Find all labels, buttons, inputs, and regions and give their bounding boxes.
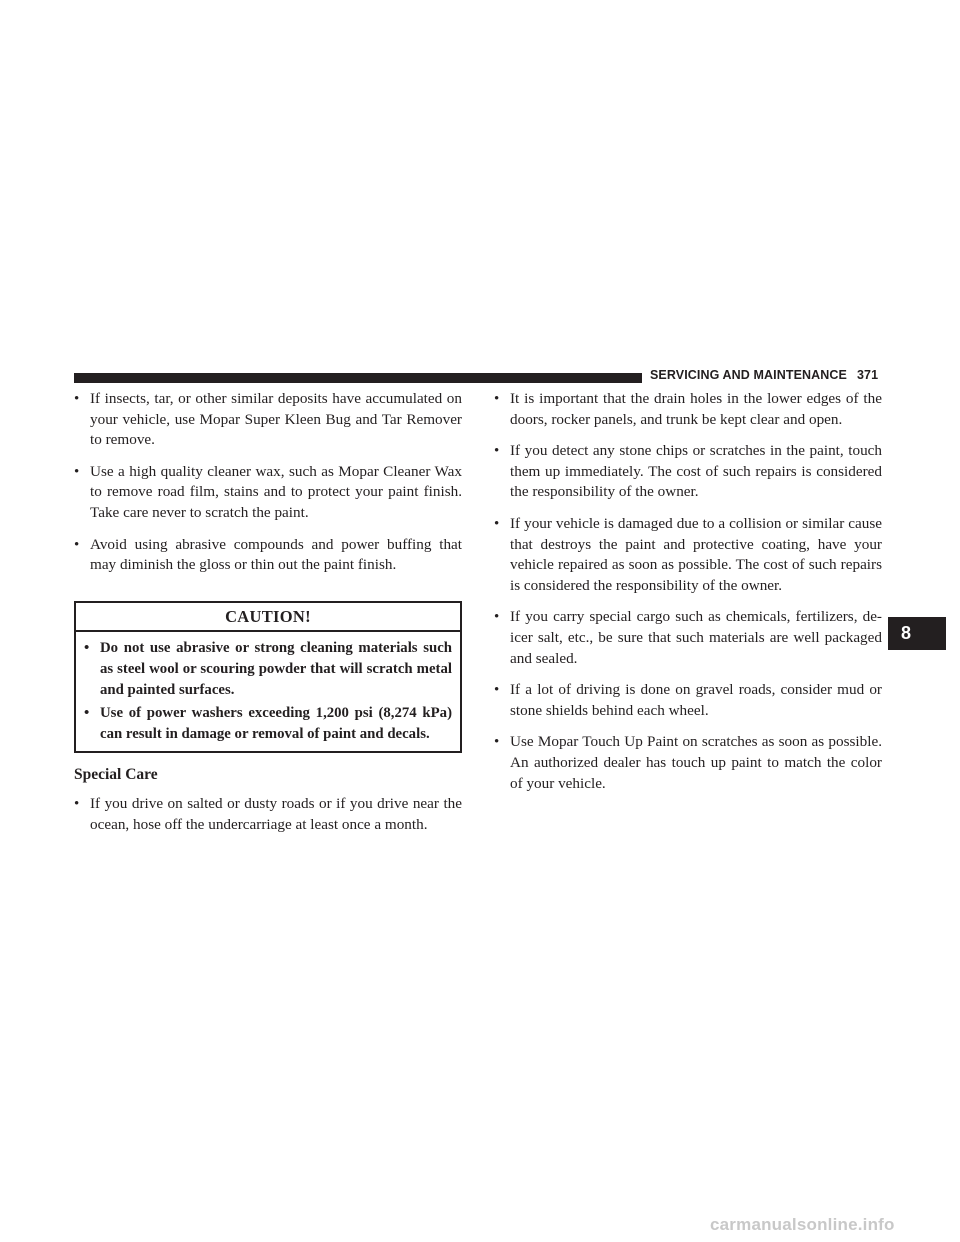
bullet-item: • It is important that the drain holes in the lower edges of the doors, rocker panels, and trunk be kept clear and open. — [494, 390, 882, 428]
bullet-glyph: • — [84, 705, 90, 722]
bullet-glyph: • — [74, 391, 80, 407]
page-number: 371 — [856, 368, 879, 382]
caution-item: • Use of power washers exceeding 1,200 psi (8,274 kPa) can result in damage or removal of paint and decals. — [84, 705, 452, 742]
bullet-item: • If you drive on salted or dusty roads or if you drive near the ocean, hose off the undercarriage at least once a month. — [74, 794, 462, 833]
caution-item: • Do not use abrasive or strong cleaning materials such as steel wool or scouring powder that will scratch metal and painted surfaces. — [84, 640, 452, 698]
bullet-glyph: • — [494, 734, 500, 751]
running-header — [650, 368, 878, 382]
bullet-item: • Use a high quality cleaner wax, such as Mopar Cleaner Wax to remove road film, stains and to protect your paint finish. Take care never to scratch the paint. — [74, 462, 462, 521]
bullet-glyph: • — [494, 443, 500, 460]
chapter-tab — [888, 617, 946, 650]
bullet-glyph: • — [74, 795, 80, 812]
header-rule — [74, 373, 642, 383]
right-column — [494, 389, 882, 805]
caution-box — [74, 601, 462, 754]
bullet-glyph: • — [74, 536, 80, 553]
chapter-number: 8 — [901, 623, 912, 643]
bullet-item: • If insects, tar, or other similar deposits have accumulated on your vehicle, use Mopar Super Kleen Bug and Tar Remover to remove. — [74, 390, 462, 449]
bullet-glyph: • — [494, 682, 500, 699]
bullet-item: • Use Mopar Touch Up Paint on scratches as soon as possible. An authorized dealer has touch up paint to match the color of your vehicle. — [494, 733, 882, 792]
left-column — [74, 389, 462, 846]
bullet-glyph: • — [84, 640, 90, 657]
bullet-glyph: • — [494, 515, 500, 532]
watermark: carmanualsonline.info — [710, 1215, 895, 1234]
bullet-item: • If you detect any stone chips or scratches in the paint, touch them up immediately. The cost of such repairs is considered the responsibility of the owner. — [494, 442, 882, 501]
bullet-glyph: • — [494, 391, 500, 407]
bullet-glyph: • — [74, 463, 80, 480]
caution-body — [76, 632, 460, 751]
bullet-glyph: • — [494, 609, 500, 626]
bullet-item: • Avoid using abrasive compounds and power buffing that may diminish the gloss or thin out the paint finish. — [74, 535, 462, 574]
section-title: SERVICING AND MAINTENANCE — [650, 368, 847, 382]
special-care-heading: Special Care — [74, 766, 158, 784]
bullet-item: • If you carry special cargo such as chemicals, fertilizers, de-icer salt, etc., be sure that such materials are well packaged and sealed. — [494, 608, 882, 667]
bullet-item: • If a lot of driving is done on gravel roads, consider mud or stone shields behind each wheel. — [494, 681, 882, 719]
caution-title: CAUTION! — [76, 603, 460, 633]
bullet-item: • If your vehicle is damaged due to a collision or similar cause that destroys the paint and protective coating, have your vehicle repaired as soon as possible. The cost of such repairs is considered the responsibility of the owner. — [494, 514, 882, 594]
